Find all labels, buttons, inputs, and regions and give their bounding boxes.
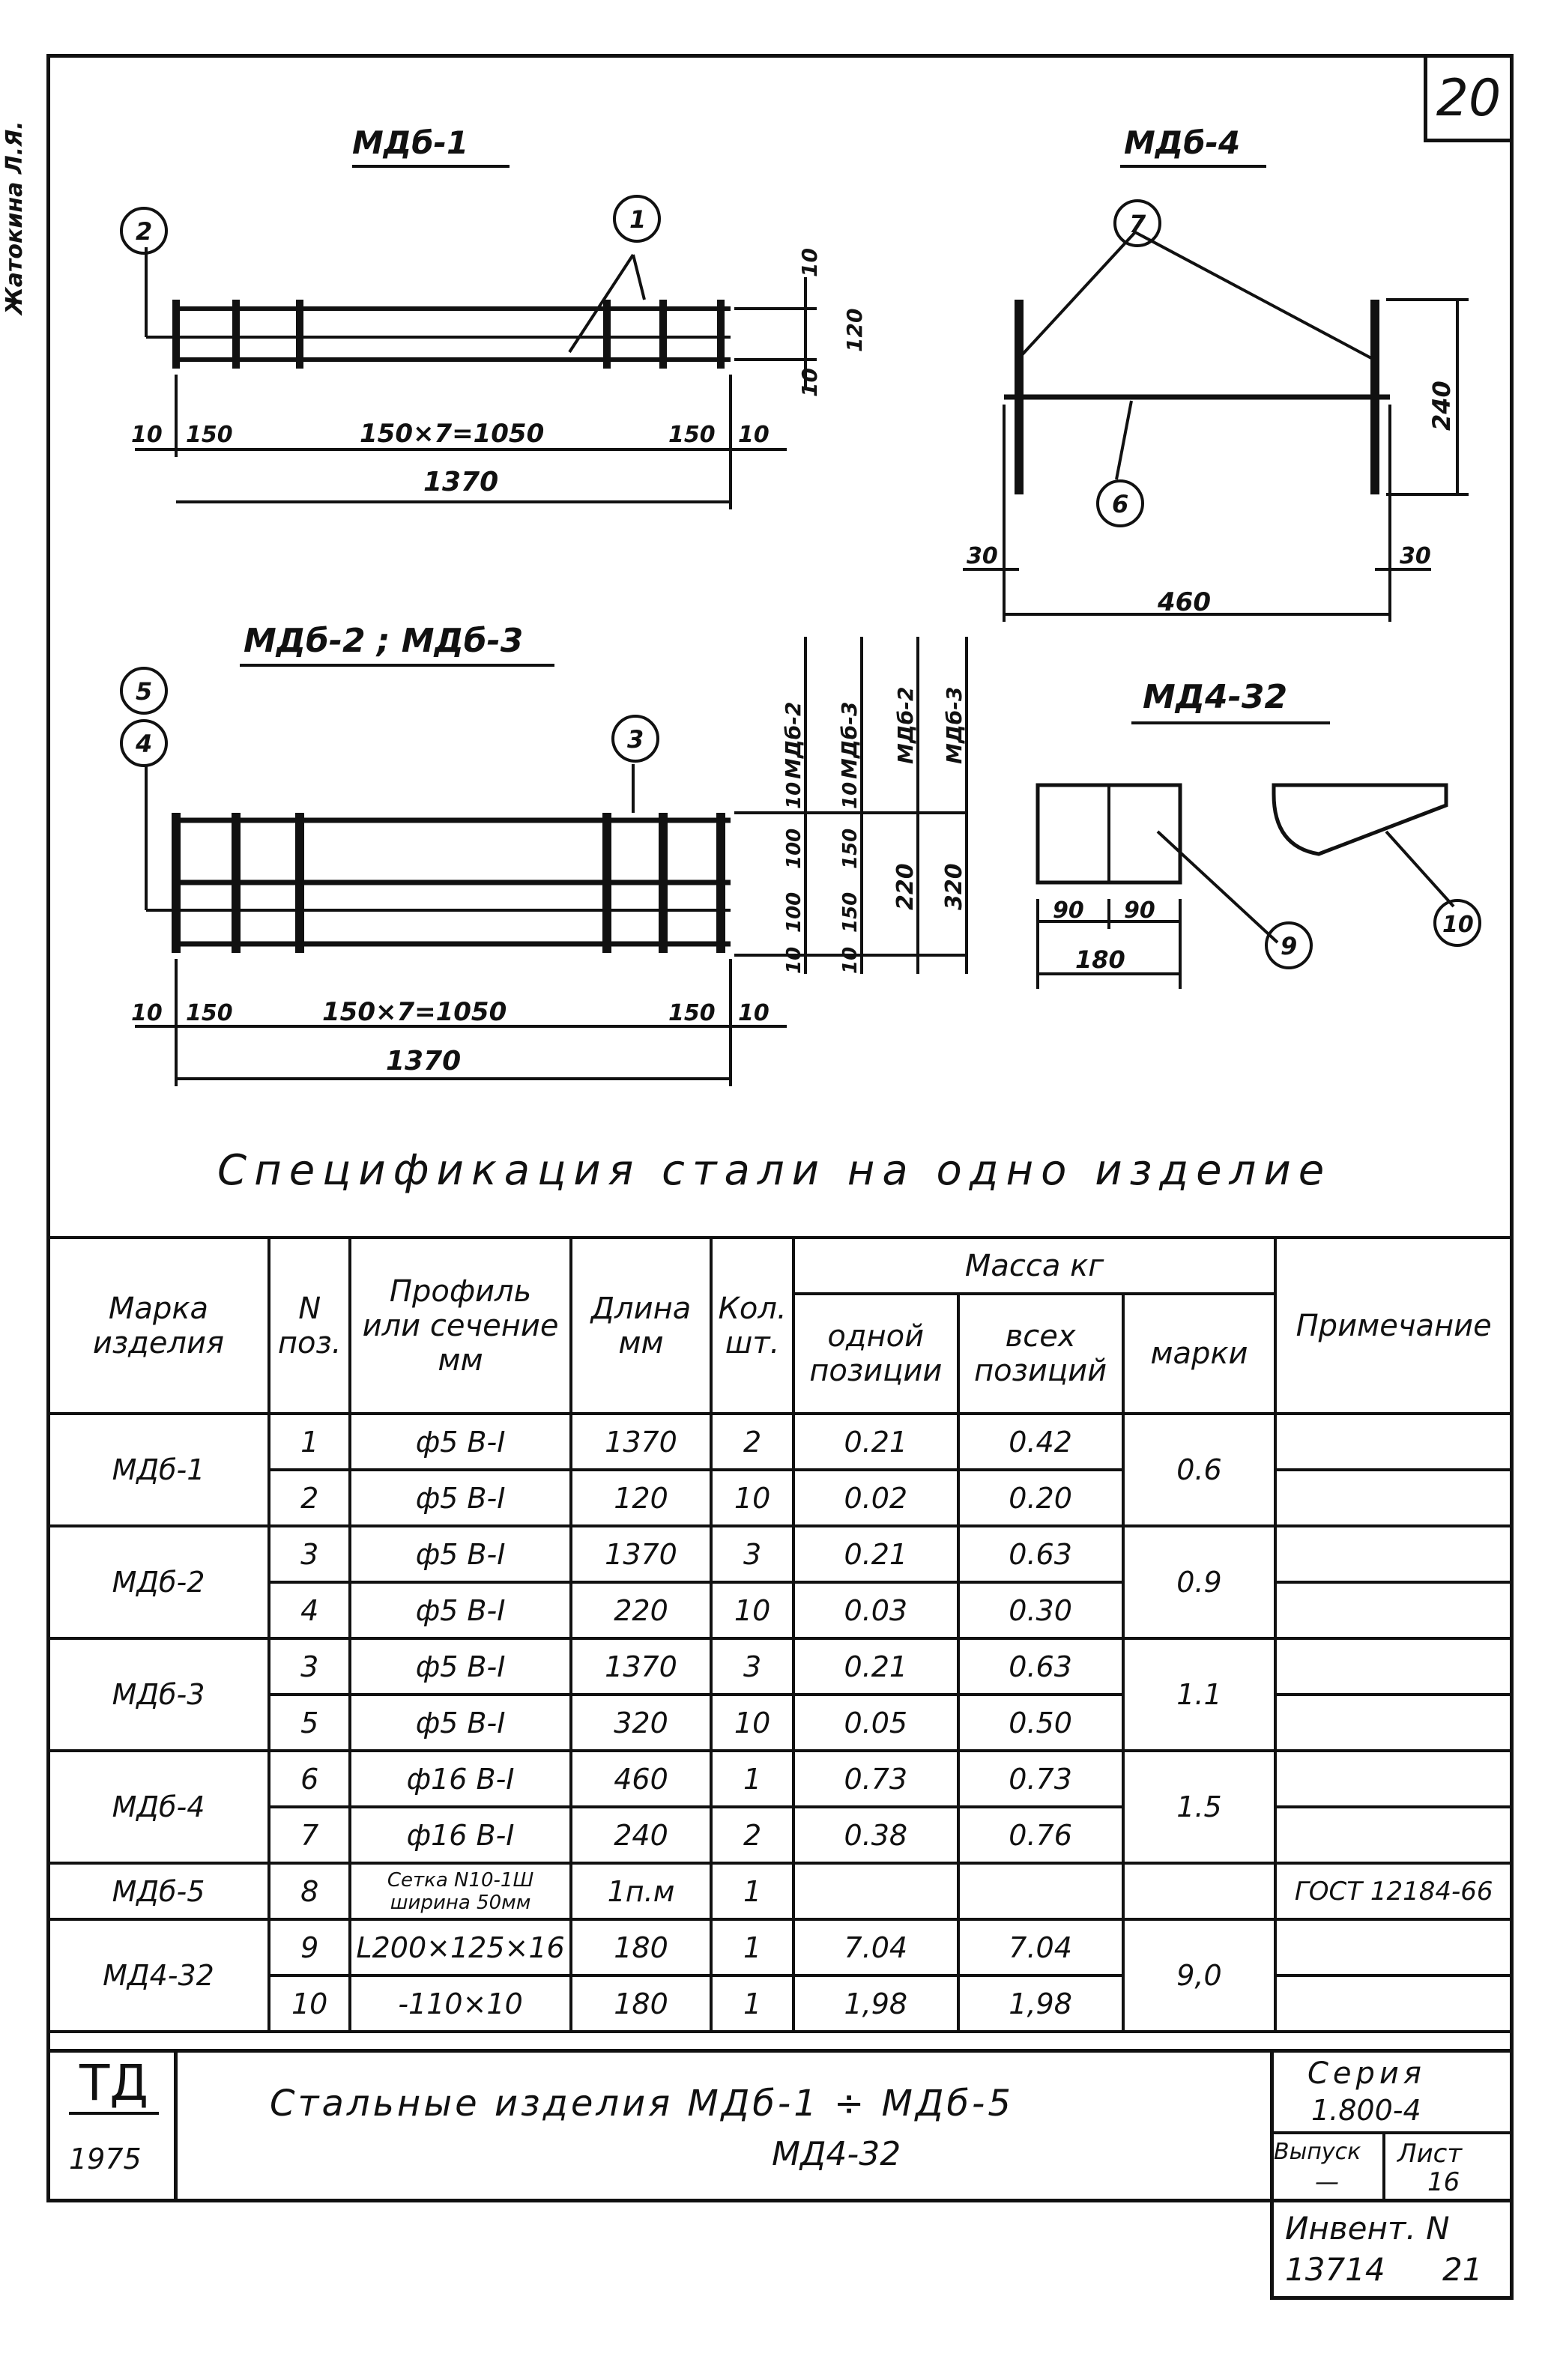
mdb23-dim-d3: 150 [668,1000,716,1026]
table-row [48,1414,1512,1470]
mdb23-callout-5: 5 [136,677,153,706]
mdb4-dim-w: 460 [1158,587,1211,617]
mdb23-title: МДб-2 ; МДб-3 [244,622,524,660]
cell-note [1275,1414,1512,1470]
cell-one [793,1863,958,1919]
hdr-pos: N поз. [269,1238,350,1414]
inventory-sheet: 21 [1442,2251,1483,2288]
cell-all: 0.20 [958,1470,1123,1526]
cell-marks: 0.6 [1123,1414,1276,1526]
cell-profile: ф5 В-I [350,1470,570,1526]
table-row [48,1863,1512,1919]
spec-title: Спецификация стали на одно изделие [217,1146,1332,1195]
inventory-label: Инвент. N [1285,2210,1450,2247]
hdr-note: Примечание [1275,1238,1512,1414]
cell-note [1275,1470,1512,1526]
table-row [48,1751,1512,1807]
mdb4-callout-6: 6 [1112,490,1129,518]
hdr-length: Длина мм [571,1238,712,1414]
cell-pos: 3 [269,1526,350,1582]
cell-all: 0.73 [958,1751,1123,1807]
cell-length: 120 [571,1470,712,1526]
sheet-value: 16 [1427,2167,1460,2197]
cell-length: 240 [571,1807,712,1863]
hdr-profile: Профиль или сечение мм [350,1238,570,1414]
md432-callout-9: 9 [1281,932,1298,960]
mdb1-callout-1: 1 [629,205,647,234]
mdb23-c1-3: 10 [783,946,805,974]
cell-profile: ф5 В-I [350,1526,570,1582]
cell-mark: МДб-1 [48,1414,269,1526]
cell-pos: 1 [269,1414,350,1470]
cell-all: 0.42 [958,1414,1123,1470]
sheet-label: Лист [1397,2139,1463,2169]
mdb23-dim-total: 1370 [386,1046,462,1077]
hdr-one: одной позиции [793,1294,958,1414]
cell-all: 1,98 [958,1975,1123,2032]
cell-profile: ф5 В-I [350,1695,570,1751]
table-row [48,1919,1512,1975]
mdb4-drawing [963,201,1469,622]
cell-qty: 1 [711,1919,793,1975]
mdb1-dim-mid: 150×7=1050 [360,419,545,449]
cell-profile: -110×10 [350,1975,570,2032]
mdb1-dim-d4: 10 [738,422,770,448]
cell-one: 0.21 [793,1414,958,1470]
cell-one: 0.02 [793,1470,958,1526]
table-row [48,1526,1512,1582]
mdb23-vhdr-4: МДб-3 [942,686,967,764]
year: 1975 [69,2143,142,2175]
hdr-marks: марки [1123,1294,1276,1414]
cell-pos: 8 [269,1863,350,1919]
mdb1-dim-h1: 10 [797,248,822,277]
cell-note [1275,1919,1512,1975]
cell-pos: 10 [269,1975,350,2032]
issue-label: Выпуск [1274,2139,1361,2165]
mdb23-c1-1: 100 [783,828,805,869]
mdb23-dim-d2: 150 [186,1000,233,1026]
mdb1-title: МДб-1 [352,124,469,161]
cell-note [1275,1582,1512,1638]
cell-one: 0.73 [793,1751,958,1807]
series-divider [1270,2131,1514,2134]
cell-mark: МД4-32 [48,1919,269,2032]
cell-profile: ф5 В-I [350,1582,570,1638]
mdb23-vhdr-1: МДб-2 [781,701,805,779]
cell-pos: 2 [269,1470,350,1526]
mdb1-drawing [121,196,817,509]
cell-profile: ф16 В-I [350,1807,570,1863]
cell-length: 1370 [571,1414,712,1470]
author-stamp: Жатокина Л.Я. [1,121,28,315]
mdb4-title: МДб-4 [1124,124,1241,161]
cell-pos: 7 [269,1807,350,1863]
spec-table [46,1236,1514,2033]
cell-all: 7.04 [958,1919,1123,1975]
cell-one: 0.03 [793,1582,958,1638]
cell-profile: L200×125×16 [350,1919,570,1975]
page-number: 20 [1424,54,1514,142]
cell-qty: 10 [711,1582,793,1638]
mdb23-callout-4: 4 [136,730,153,758]
mdb23-c1-0: 10 [783,781,805,809]
mdb4-dim-l: 30 [967,543,998,569]
cell-qty: 10 [711,1695,793,1751]
mdb23-dim-d1: 10 [131,1000,163,1026]
cell-length: 460 [571,1751,712,1807]
cell-note [1275,1526,1512,1582]
md432-title: МД4-32 [1143,678,1288,716]
hdr-mark: Марка изделия [48,1238,269,1414]
cell-qty: 1 [711,1751,793,1807]
mdb23-callout-3: 3 [627,725,644,754]
cell-all: 0.76 [958,1807,1123,1863]
series-value: 1.800-4 [1311,2094,1421,2127]
cell-length: 1370 [571,1638,712,1695]
cell-note [1275,1975,1512,2032]
hdr-mass: Масса кг [793,1238,1276,1294]
mdb4-dim-r: 30 [1400,543,1431,569]
hdr-qty: Кол. шт. [711,1238,793,1414]
mdb23-dim-d4: 10 [738,1000,770,1026]
mdb1-dim-d1: 10 [131,422,163,448]
cell-qty: 10 [711,1470,793,1526]
cell-note [1275,1638,1512,1695]
mdb23-c1-2: 100 [783,891,805,933]
cell-qty: 3 [711,1526,793,1582]
cell-all: 0.50 [958,1695,1123,1751]
cell-mark: МДб-2 [48,1526,269,1638]
mdb1-dim-d3: 150 [668,422,716,448]
mdb1-dim-h2: 120 [842,308,867,352]
cell-pos: 3 [269,1638,350,1695]
md432-dim-total: 180 [1075,945,1125,974]
cell-profile: ф16 В-I [350,1751,570,1807]
cell-note [1275,1695,1512,1751]
cell-one: 0.38 [793,1807,958,1863]
mdb1-dim-d2: 150 [186,422,233,448]
cell-qty: 1 [711,1975,793,2032]
hdr-all: всех позиций [958,1294,1123,1414]
mdb23-c4: 320 [941,863,967,910]
mdb23-c2-3: 10 [839,946,862,974]
series-label: Серия [1307,2056,1426,2091]
cell-one: 0.21 [793,1638,958,1695]
cell-one: 0.05 [793,1695,958,1751]
mdb1-callout-2: 2 [136,217,153,246]
issue-value: — [1315,2167,1339,2196]
md432-callout-10: 10 [1442,912,1474,938]
cell-note [1275,1807,1512,1863]
cell-all [958,1863,1123,1919]
cell-qty: 2 [711,1807,793,1863]
cell-qty: 2 [711,1414,793,1470]
cell-all: 0.63 [958,1638,1123,1695]
cell-marks [1123,1863,1276,1919]
cell-note [1275,1751,1512,1807]
cell-pos: 4 [269,1582,350,1638]
cell-mark: МДб-3 [48,1638,269,1751]
cell-profile: ф5 В-I [350,1414,570,1470]
cell-pos: 9 [269,1919,350,1975]
issue-sheet-divider [1382,2131,1385,2202]
cell-qty: 1 [711,1863,793,1919]
mdb23-c2-0: 10 [839,781,862,809]
cell-qty: 3 [711,1638,793,1695]
mdb23-vhdr-3: МДб-2 [893,686,918,764]
table-row [48,1638,1512,1695]
mdb23-vhdr-2: МДб-3 [837,701,862,779]
cell-one: 0.21 [793,1526,958,1582]
cell-length: 220 [571,1582,712,1638]
md432-dim-a: 90 [1053,897,1084,924]
mdb23-c2-2: 150 [839,891,862,933]
td-logo: ТД [69,2054,159,2115]
mdb23-c2-1: 150 [839,828,862,869]
cell-marks: 0.9 [1123,1526,1276,1638]
cell-length: 1370 [571,1526,712,1582]
inventory-value: 13714 [1285,2251,1385,2288]
cell-length: 320 [571,1695,712,1751]
md432-dim-b: 90 [1124,897,1155,924]
cell-profile: Сетка N10-1Ш ширина 50мм [350,1863,570,1919]
mdb23-dim-mid: 150×7=1050 [322,997,507,1027]
mdb4-dim-h: 240 [1427,381,1456,431]
cell-all: 0.63 [958,1526,1123,1582]
cell-mark: МДб-4 [48,1751,269,1863]
cell-length: 1п.м [571,1863,712,1919]
mdb1-dim-h3: 10 [797,368,822,397]
doc-title-line1: Стальные изделия МДб-1 ÷ МДб-5 [270,2083,1014,2125]
cell-marks: 1.1 [1123,1638,1276,1751]
cell-one: 1,98 [793,1975,958,2032]
cell-note: ГОСТ 12184-66 [1275,1863,1512,1919]
mdb4-callout-7: 7 [1129,210,1146,238]
cell-marks: 1.5 [1123,1751,1276,1863]
cell-length: 180 [571,1975,712,2032]
cell-length: 180 [571,1919,712,1975]
cell-marks: 9,0 [1123,1919,1276,2032]
cell-profile: ф5 В-I [350,1638,570,1695]
mdb23-c3: 220 [892,863,919,910]
cell-pos: 6 [269,1751,350,1807]
cell-all: 0.30 [958,1582,1123,1638]
cell-one: 7.04 [793,1919,958,1975]
doc-title-line2: МД4-32 [772,2135,901,2173]
cell-mark: МДб-5 [48,1863,269,1919]
mdb1-dim-total: 1370 [423,467,499,497]
cell-pos: 5 [269,1695,350,1751]
